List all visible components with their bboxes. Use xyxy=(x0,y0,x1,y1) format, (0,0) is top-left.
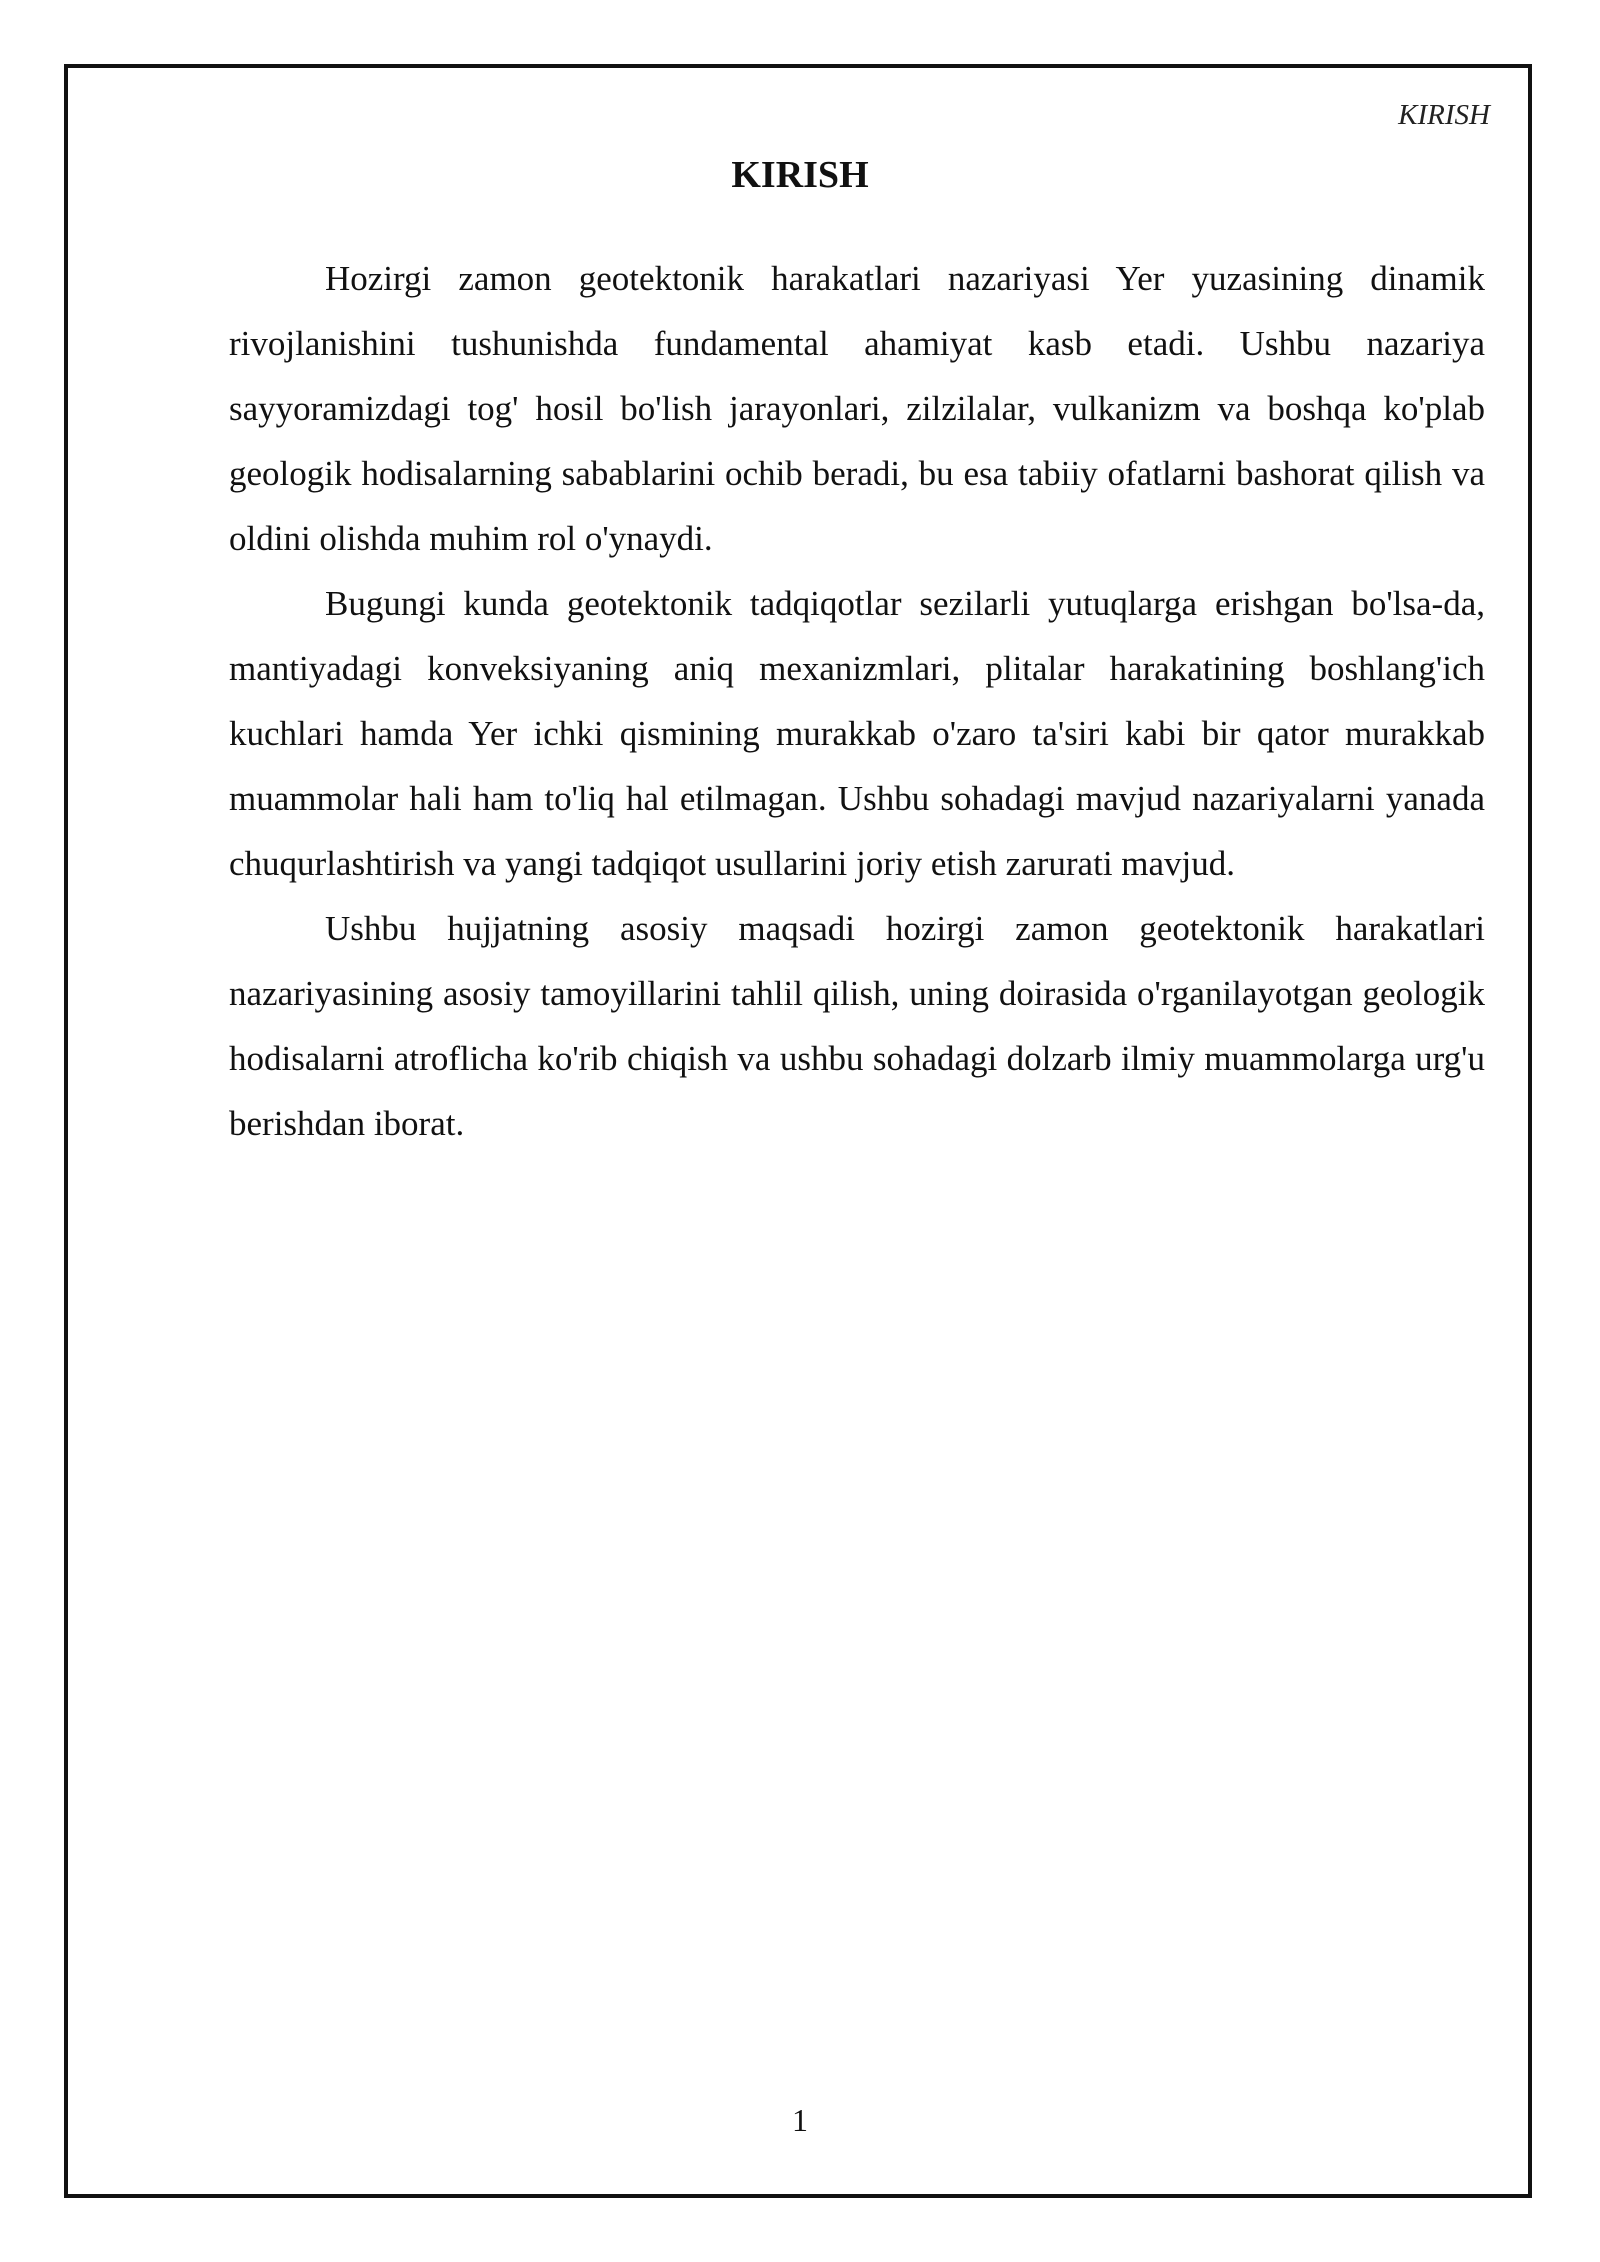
body-text xyxy=(229,246,1485,1156)
running-header: KIRISH xyxy=(1398,99,1490,131)
paragraph-1: Hozirgi zamon geotektonik harakatlari nazariyasi Yer yuzasining dinamik rivojlanishini tushunishda fundamental ahamiyat kasb etadi. Ushbu nazariya sayyoramizdagi tog' hosil bo'lish jarayonlari, zilzilalar, vulkanizm va boshqa ko'plab geologik hodisalarning sabablarini ochib beradi, bu esa tabiiy ofatlarni bashorat qilish va oldini olishda muhim rol o'ynaydi. xyxy=(229,259,1485,558)
paragraph-2: Bugungi kunda geotektonik tadqiqotlar sezilarli yutuqlarga erishgan bo'lsa-da, mantiyadagi konveksiyaning aniq mexanizmlari, plitalar harakatining boshlang'ich kuchlari hamda Yer ichki qismining murakkab o'zaro ta'siri kabi bir qator murakkab muammolar hali ham to'liq hal etilmagan. Ushbu sohadagi mavjud nazariyalarni yanada chuqurlashtirish va yangi tadqiqot usullarini joriy etish zarurati mavjud. xyxy=(229,584,1485,883)
page-number: 1 xyxy=(792,2102,808,2138)
paragraph-3: Ushbu hujjatning asosiy maqsadi hozirgi zamon geotektonik harakatlari nazariyasining asosiy tamoyillarini tahlil qilish, uning doirasida o'rganilayotgan geologik hodisalarni atroflicha ko'rib chiqish va ushbu sohadagi dolzarb ilmiy muammolarga urg'u berishdan iborat. xyxy=(229,909,1485,1143)
page-title: KIRISH xyxy=(731,154,869,196)
